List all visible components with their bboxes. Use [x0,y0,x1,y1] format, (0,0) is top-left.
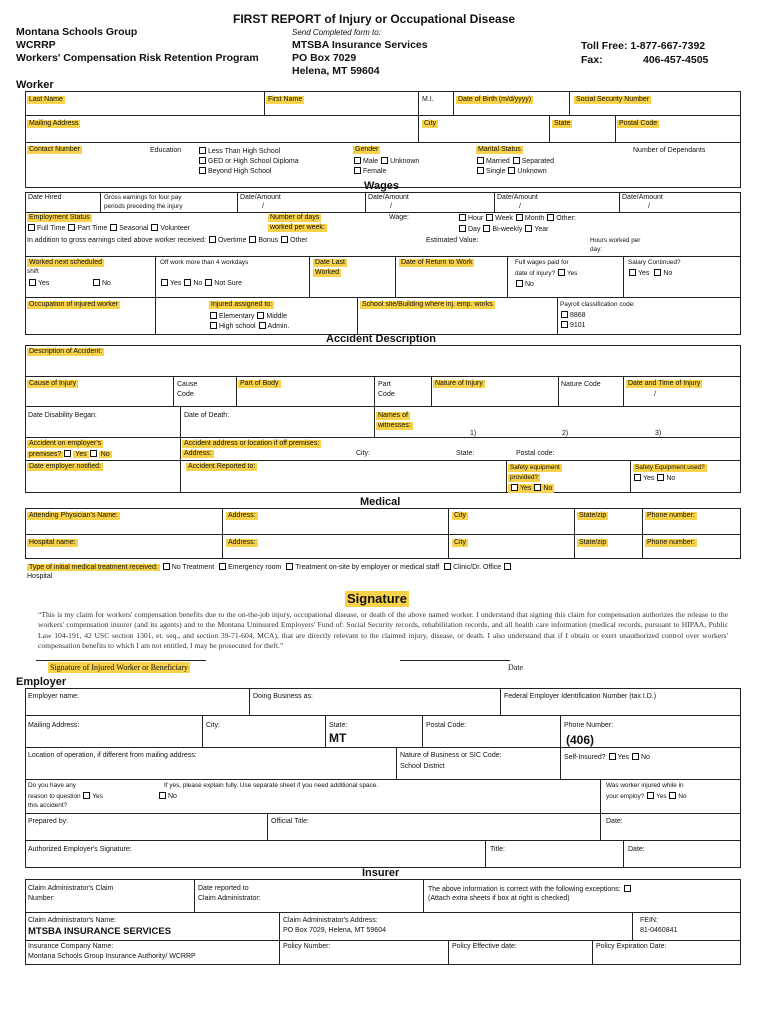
next-shift-label: Worked next scheduled [29,259,103,266]
attach-sheets-note: (Attach extra sheets if box at right is checked) [428,895,570,902]
form-title: FIRST REPORT of Injury or Occupational Disease [233,12,516,26]
nature-of-injury-field[interactable]: Nature of Injury [435,380,483,387]
fax-number: 406-457-4505 [643,54,709,66]
safety-used-label: Safety Equipment used? [635,464,705,471]
safety-used-no-checkbox[interactable] [657,474,664,481]
reported-to-field[interactable]: Accident Reported to: [188,463,256,470]
single-checkbox[interactable] [477,167,484,174]
signature-heading: Signature [347,591,407,606]
gender-label: Gender [355,146,379,153]
contact-number-field[interactable]: Contact Number [29,146,80,153]
accident-address-field[interactable]: Address: [184,450,212,457]
employer-city-field[interactable]: City: [206,722,220,729]
year-checkbox[interactable] [525,225,532,232]
date-time-injury-field[interactable]: Date and Time of Injury [628,380,701,387]
employer-name-field[interactable]: Employer name: [28,693,79,700]
city-field[interactable]: City [424,120,437,127]
accident-heading: Accident Description [326,333,437,345]
employer-title-field[interactable]: Title: [490,846,505,853]
bonus-checkbox[interactable] [249,236,256,243]
hours-worked-label-2: day: [590,246,603,253]
physician-city-field[interactable]: City [454,512,467,519]
premises-yes-checkbox[interactable] [64,450,71,457]
first-name-field[interactable]: First Name [268,96,303,103]
seasonal-checkbox[interactable] [110,224,117,231]
estimated-value-field[interactable]: Estimated Value: [426,237,479,244]
prepared-by-field[interactable]: Prepared by: [28,818,69,825]
occupation-field[interactable]: Occupation of injured worker [29,301,119,308]
married-checkbox[interactable] [477,157,484,164]
employ-yes-checkbox[interactable] [647,792,654,799]
physician-phone-field[interactable]: Phone number: [647,512,695,519]
prepared-date-field[interactable]: Date: [606,818,623,825]
policy-number-field[interactable]: Policy Number: [283,943,331,950]
day-checkbox[interactable] [459,225,466,232]
claim-number-field[interactable]: Number: [28,895,55,902]
fax-label: Fax: [581,54,603,66]
nature-code-field[interactable]: Nature Code [561,381,601,388]
org-line-1: Montana Schools Group [16,26,138,38]
location-operation-field[interactable]: Location of operation, if different from mailing address: [28,752,197,759]
hospital-state-zip-field[interactable]: State/zip [579,539,607,546]
date-amount-4[interactable]: Date/Amount [622,194,663,201]
premises-no-checkbox[interactable] [90,450,97,457]
claim-statement: “This is my claim for workers' compensation benefits due to the on-the-job injury, occupational disease, or death of the above named worker. I understand that signing this claim for compensation authorizes the release to the workers' compensation insurer (and its agents) and to the Montana Uninsured Employers' Fund of: Social Security records, rehabilitation records, and all health care information (medical records, pursuant to HIPAA, Public Law 104-191, 42 USC section 1301, et. seq., and section 39-71-604, MCA), that are directly relevant to the claimed injury, disease, or death. I also understand that if I obtain or exert unauthorized control over workers' compensation benefits to which I am not entitled, I may be prosecuted for theft.” [38,610,728,651]
safety-provided-label: Safety equipment [510,464,560,471]
last-name-field[interactable]: Last Name [29,96,63,103]
physician-address-field[interactable]: Address: [228,512,256,519]
edu-less-than-hs: Less Than High School [198,147,280,156]
dba-field[interactable]: Doing Business as: [253,693,313,700]
accident-description-field[interactable]: Description of Accident: [29,348,103,355]
code-9101-checkbox[interactable] [561,321,568,328]
org-line-3: Workers' Compensation Risk Retention Program [16,52,259,64]
male-checkbox[interactable] [354,157,361,164]
off-work-not-sure-checkbox[interactable] [205,279,212,286]
no-treatment-checkbox[interactable] [163,563,170,570]
biweekly-checkbox[interactable] [483,225,490,232]
mailing-address-field[interactable]: Mailing Address [29,120,79,127]
off-work-no-checkbox[interactable] [184,279,191,286]
hour-checkbox[interactable] [459,214,466,221]
hospital-checkbox[interactable] [504,563,511,570]
gender-unknown-checkbox[interactable] [381,157,388,164]
part-time-checkbox[interactable] [68,224,75,231]
insurance-company-value[interactable]: Montana Schools Group Insurance Authority/ WCRRP [28,953,196,960]
insurer-address-1: PO Box 7029 [292,52,357,64]
postal-code-field[interactable]: Postal Code [619,120,658,127]
claim-number-label: Claim Administrator's Claim [28,885,114,892]
school-site-field[interactable]: School site/Building where inj. emp. works [362,301,493,308]
female-checkbox[interactable] [354,167,361,174]
hospital-name-field[interactable]: Hospital name: [29,539,76,546]
treatment-type-label: Type of initial medical treatment received: [29,564,158,571]
edu-ged-checkbox[interactable] [199,157,206,164]
date-last-worked-label: Date Last [315,259,345,266]
month-checkbox[interactable] [516,214,523,221]
fein-label: FEIN: [640,917,658,924]
self-insured-no-checkbox[interactable] [632,753,639,760]
employer-state-value[interactable]: MT [329,731,347,745]
clinic-checkbox[interactable] [444,563,451,570]
admin-name-label: Claim Administrator's Name: [28,917,117,924]
date-amount-3[interactable]: Date/Amount [497,194,538,201]
doubt-yes-checkbox[interactable] [83,792,90,799]
date-amount-2[interactable]: Date/Amount [368,194,409,201]
wage-label: Wage: [389,214,409,221]
overtime-checkbox[interactable] [209,236,216,243]
state-field[interactable]: State [554,120,571,127]
middle-checkbox[interactable] [257,312,264,319]
code-8868-checkbox[interactable] [561,311,568,318]
signature-date-field[interactable]: Date: [628,846,645,853]
salary-no-checkbox[interactable] [654,269,661,276]
off-work-yes-checkbox[interactable] [161,279,168,286]
off-work-label: Off work more than 4 workdays [160,259,249,266]
employer-mailing-field[interactable]: Mailing Address: [28,722,80,729]
admin-name-value[interactable]: MTSBA INSURANCE SERVICES [28,926,172,937]
employ-no-checkbox[interactable] [669,792,676,799]
insurer-heading: Insurer [362,867,400,879]
nature-business-label: Nature of Business or SIC Code: [400,752,502,759]
wages-heading: Wages [364,180,400,192]
full-time-checkbox[interactable] [28,224,35,231]
physician-name-field[interactable]: Attending Physician's Name: [29,512,118,519]
onsite-treatment-checkbox[interactable] [286,563,293,570]
worker-signature-line[interactable]: Signature of Injured Worker or Beneficiary [50,663,189,672]
hours-worked-label: Hours worked per [590,237,641,244]
salary-yes-checkbox[interactable] [629,269,636,276]
next-shift-no-checkbox[interactable] [93,279,100,286]
date-hired-field[interactable]: Date Hired [28,194,62,201]
hospital-phone-field[interactable]: Phone number: [647,539,695,546]
admin-address-label: Claim Administrator's Address: [283,917,378,924]
safety-used-yes-checkbox[interactable] [634,474,641,481]
edu-less-checkbox[interactable] [199,147,206,154]
explain-field[interactable]: If yes, please explain fully. Use separate sheet if you need additional space. [164,782,379,789]
days-worked-label: Number of days [270,214,320,221]
witness-1[interactable]: 1) [470,430,477,437]
week-checkbox[interactable] [486,214,493,221]
gross-earnings-label-2: periods preceding the injury [104,203,183,210]
part-of-body-field[interactable]: Part of Body [240,380,279,387]
other-comp-checkbox[interactable] [281,236,288,243]
employer-heading: Employer [16,676,67,688]
full-wages-no-checkbox[interactable] [516,280,523,287]
date-of-death-field[interactable]: Date of Death: [184,412,230,419]
employer-phone-label: Phone Number: [564,722,614,729]
hospital-address-field[interactable]: Address: [228,539,256,546]
cause-code-field[interactable]: Code [177,391,194,398]
insurer-name: MTSBA Insurance Services [292,39,428,51]
policy-effective-field[interactable]: Policy Effective date: [452,943,517,950]
high-school-checkbox[interactable] [210,322,217,329]
part-code-field[interactable]: Code [378,391,395,398]
send-to: Send Completed form to: [292,28,381,37]
doubt-no-checkbox[interactable] [159,792,166,799]
marital-status-label: Marital Status [478,146,521,153]
days-worked-label-2: worked per week: [270,224,325,231]
employment-status-label: Employment Status [29,214,90,221]
return-to-work-label: Date of Return to Work [401,259,473,266]
employer-postal-field[interactable]: Postal Code: [426,722,467,729]
disability-began-field[interactable]: Date Disability Began: [28,412,97,419]
witnesses-label: Names of [378,412,408,419]
payroll-code-label: Payroll classification code: [560,301,635,308]
insurance-company-label: Insurance Company Name: [28,943,114,950]
injured-assigned-label: Injured assigned to: [211,301,273,308]
middle-initial-field[interactable]: M.I. [422,96,434,103]
on-premises-label: Accident on employer's [29,440,102,447]
exceptions-checkbox[interactable] [624,885,631,892]
witness-2[interactable]: 2) [562,430,569,437]
full-wages-yes-checkbox[interactable] [558,269,565,276]
edu-beyond-checkbox[interactable] [199,167,206,174]
date-of-birth-field[interactable]: Date of Birth (m/d/yyyy) [458,96,532,103]
physician-state-zip-field[interactable]: State/zip [579,512,607,519]
worker-heading: Worker [16,79,54,91]
date-reported-field[interactable]: Claim Administrator: [198,895,261,902]
hospital-city-field[interactable]: City [454,539,467,546]
admin-address-value[interactable]: PO Box 7029, Helena, MT 59604 [283,927,386,934]
salary-continued-label: Salary Continued? [628,259,681,266]
dependants-field[interactable]: Number of Dependants [633,147,706,154]
other-wage-checkbox[interactable] [547,214,554,221]
nature-business-value[interactable]: School District [400,763,445,770]
edu-ged: GED or High School Diploma [198,157,299,166]
signature-date-line[interactable]: Date [508,663,524,672]
cause-of-injury-field[interactable]: Cause of Injury [29,380,77,387]
safety-provided-no-checkbox[interactable] [534,484,541,491]
ssn-field[interactable]: Social Security Number [576,96,650,103]
full-wages-label: Full wages paid for [515,259,569,266]
official-title-field[interactable]: Official Title: [271,818,309,825]
next-shift-yes-checkbox[interactable] [29,279,36,286]
marital-unknown-checkbox[interactable] [508,167,515,174]
edu-beyond-hs: Beyond High School [198,167,271,176]
education-label: Education [150,147,182,154]
fein-id-field[interactable]: Federal Employer Identification Number (tax I.D.) [504,693,657,700]
insurer-address-2: Helena, MT 59604 [292,65,380,77]
accident-city-field[interactable]: City: [356,450,370,457]
witness-3[interactable]: 3) [655,430,662,437]
employer-phone-value[interactable]: (406) [566,733,595,747]
elementary-checkbox[interactable] [210,312,217,319]
exceptions-label: The above information is correct with the following exceptions: [428,886,621,893]
gross-earnings-label: Gross earnings for four pay [104,194,182,201]
safety-provided-yes-checkbox[interactable] [511,484,518,491]
toll-free: Toll Free: 1-877-667-7392 [581,40,706,52]
date-employer-notified-field[interactable]: Date employer notified: [29,463,101,470]
admin-checkbox[interactable] [259,322,266,329]
authorized-signature-field[interactable]: Authorized Employer's Signature: [28,846,132,853]
medical-heading: Medical [360,496,401,508]
date-reported-label: Date reported to [198,885,249,892]
self-insured-yes-checkbox[interactable] [609,753,616,760]
off-premises-label: Accident address or location if off premises: [184,440,320,447]
employer-state-label: State: [329,722,348,729]
accident-state-field[interactable]: State: [456,450,475,457]
emergency-room-checkbox[interactable] [219,563,226,570]
separated-checkbox[interactable] [513,157,520,164]
date-amount-1[interactable]: Date/Amount [240,194,281,201]
org-line-2: WCRRP [16,39,56,51]
accident-postal-field[interactable]: Postal code: [516,450,555,457]
policy-expiration-field[interactable]: Policy Expiration Date: [596,943,667,950]
fein-value[interactable]: 81-0460841 [640,927,678,934]
volunteer-checkbox[interactable] [151,224,158,231]
